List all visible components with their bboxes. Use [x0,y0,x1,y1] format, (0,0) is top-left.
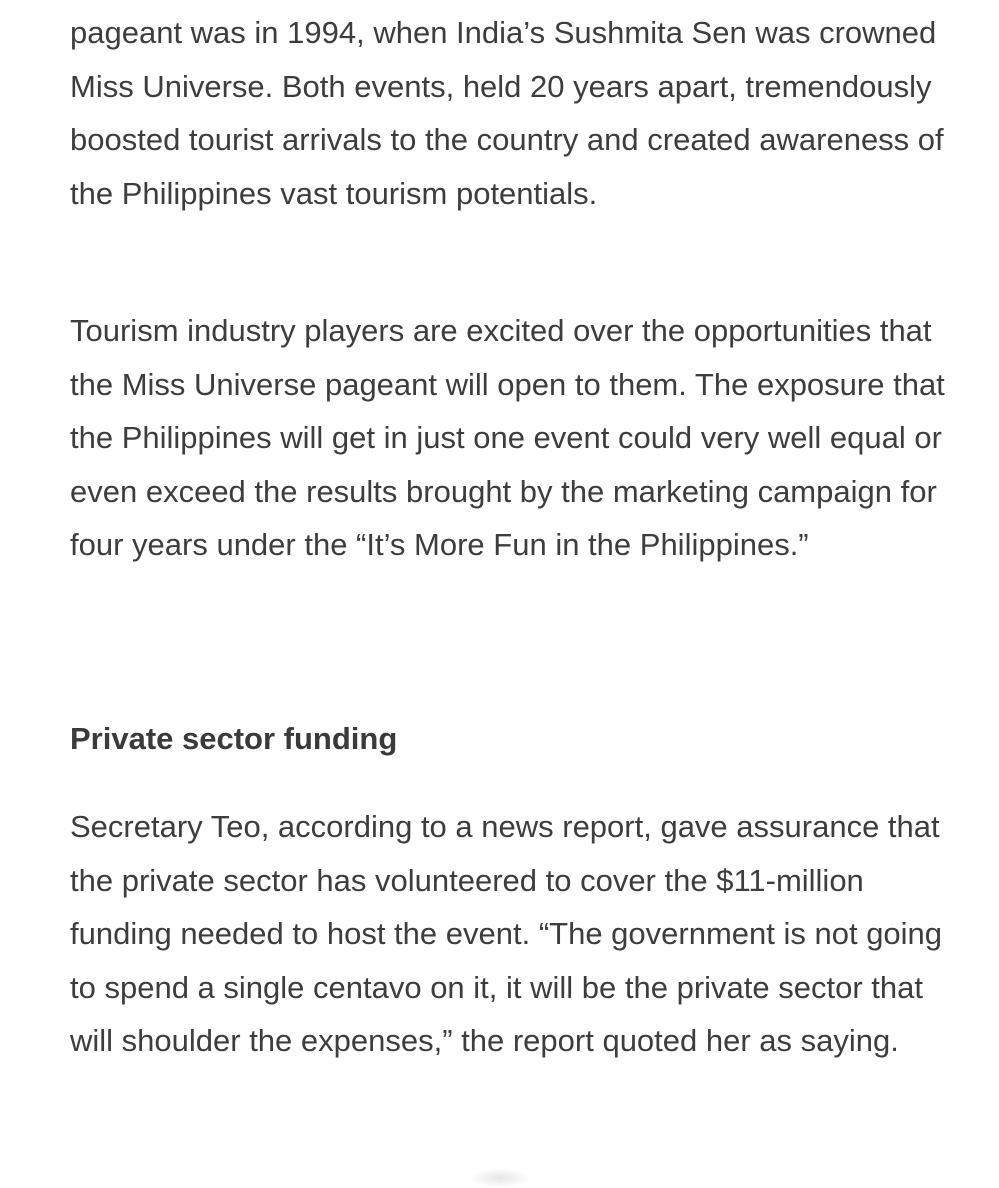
article-paragraph: Secretary Teo, according to a news report, gave assurance that the private sector has volunteered to cover the $11-million funding needed to host the event. “The government is not going to spend a single centavo on it, it will be the private sector that will shoulder the expenses,” the report quoted her as saying. [70,809,943,1058]
scroll-shadow [470,1168,530,1188]
article-paragraph: Tourism industry players are excited over the opportunities that the Miss Universe pageant will open to them. The exposure that the Philippines will get in just one event could very well equal or even exceed the results brought by the marketing campaign for four years under the “It’s More Fun in the Philippines.” [70,313,945,562]
section-heading: Private sector funding [70,721,398,756]
article-paragraph: pageant was in 1994, when India’s Sushmita Sen was crowned Miss Universe. Both events, held 20 years apart, tremendously boosted tourist arrivals to the country and created awareness of the Philippines vast tourism potentials. [70,15,944,211]
